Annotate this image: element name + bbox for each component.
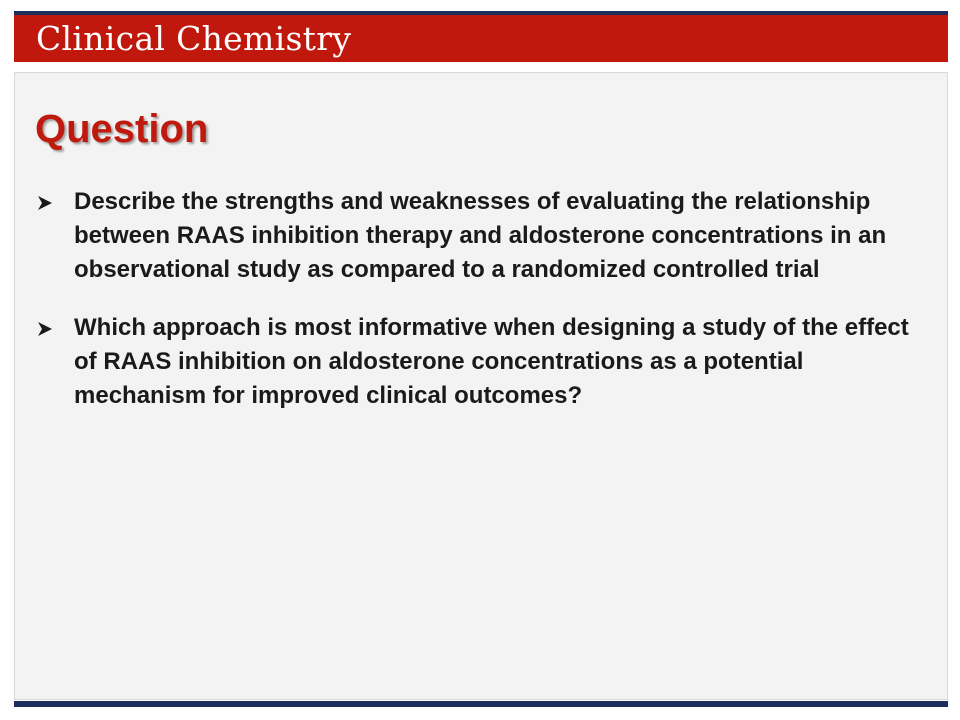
bullet-text: Describe the strengths and weaknesses of evaluating the relationship between RAAS inhibition therapy and aldosterone concentrations in an observational study as compared to a randomized controlled trial [74,188,887,283]
slide-title: Question [35,107,209,151]
journal-brand: Clinical Chemistry [36,19,352,58]
bullet-list [37,185,937,437]
bullet-item [37,185,937,287]
arrowhead-bullet-icon [37,321,53,337]
content-panel [14,72,948,700]
bullet-item [37,311,937,413]
bullet-text: Which approach is most informative when designing a study of the effect of RAAS inhibition on aldosterone concentrations as a potential mechanism for improved clinical outcomes? [74,314,909,409]
arrowhead-bullet-icon [37,195,53,211]
footer-rule [14,701,948,707]
header-band [14,15,948,62]
